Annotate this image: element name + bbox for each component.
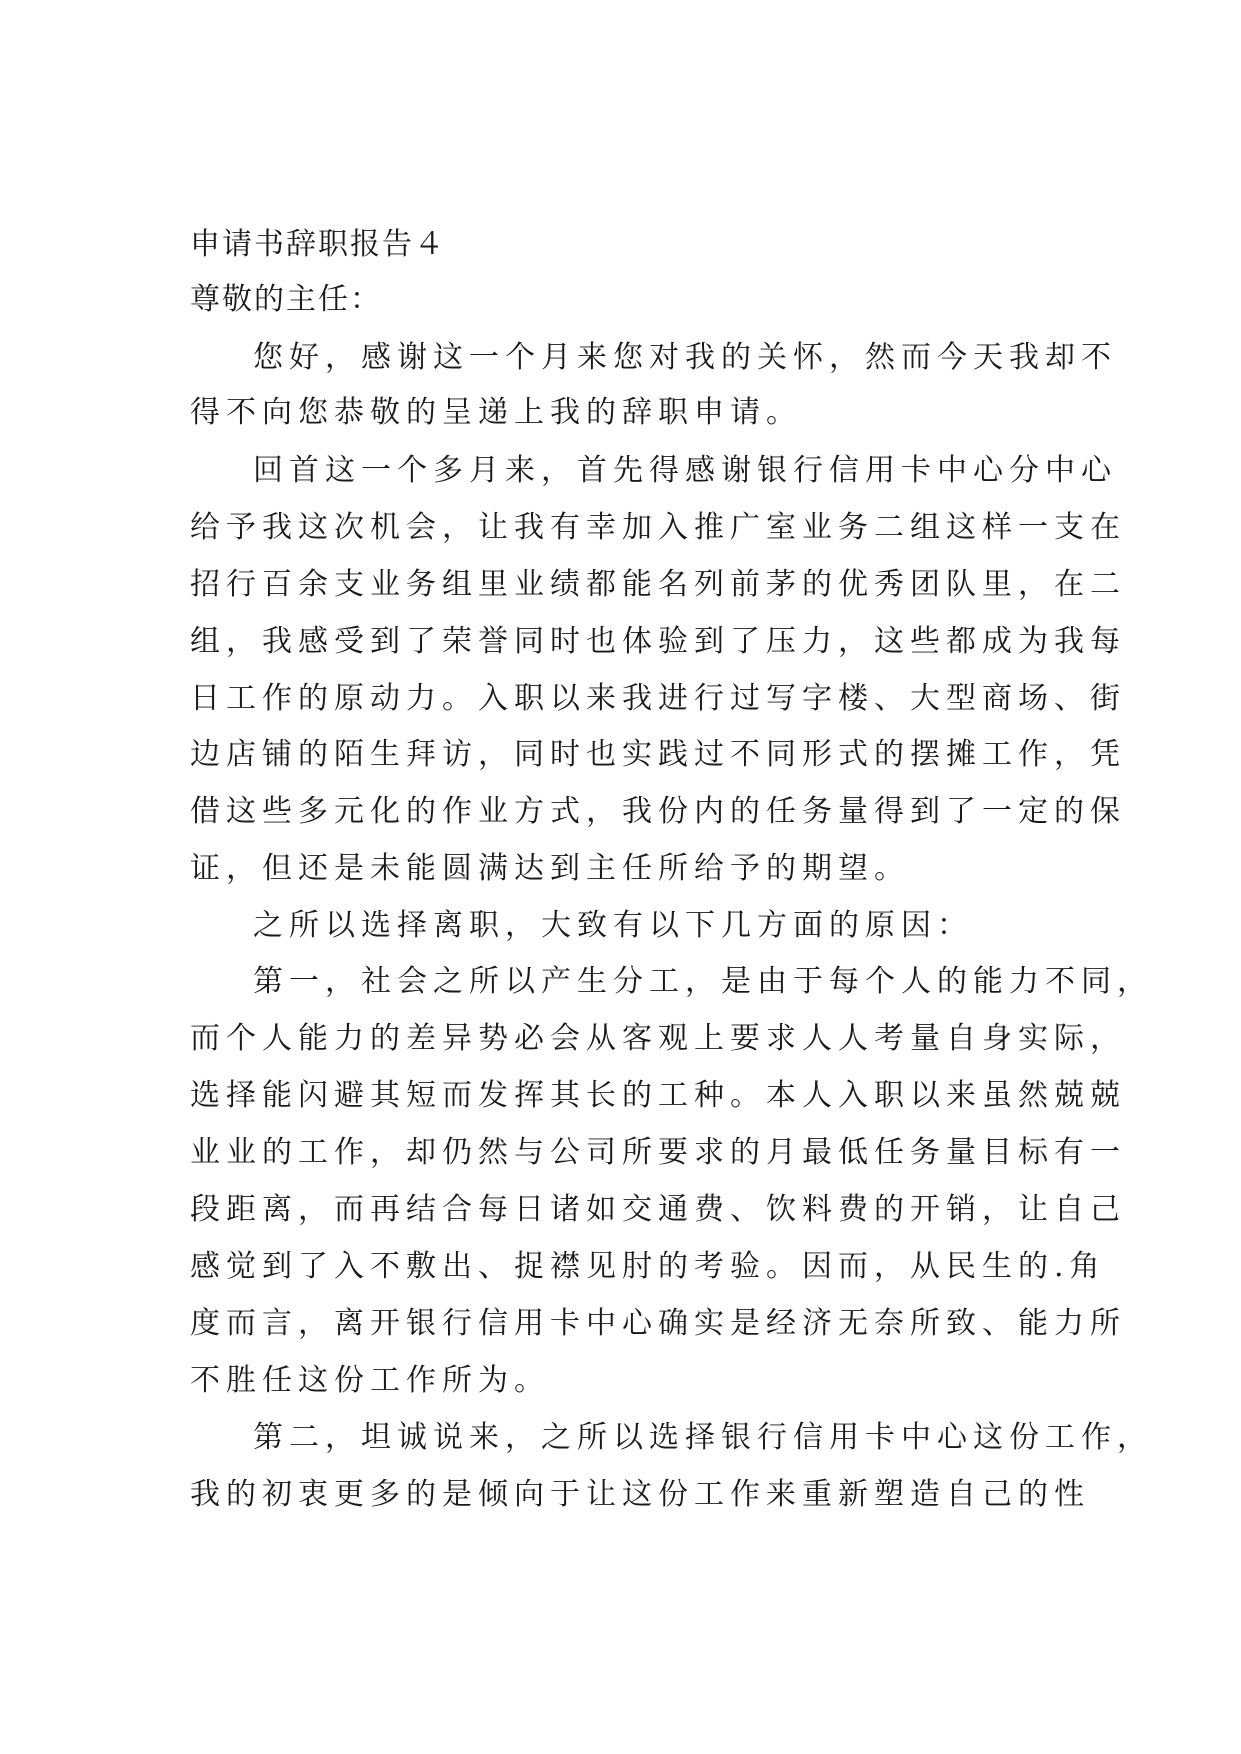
body-line: 边店铺的陌生拜访，同时也实践过不同形式的摆摊工作，凭 <box>190 737 1126 772</box>
body-line: 业业的工作，却仍然与公司所要求的月最低任务量目标有一 <box>190 1135 1126 1170</box>
body-line: 之所以选择离职，大致有以下几方面的原因： <box>253 908 973 943</box>
body-line: 第一，社会之所以产生分工，是由于每个人的能力不同， <box>253 964 1153 999</box>
body-line: 招行百余支业务组里业绩都能名列前茅的优秀团队里，在二 <box>190 567 1126 602</box>
document-title: 申请书辞职报告４ <box>190 227 446 262</box>
body-line: 日工作的原动力。入职以来我进行过写字楼、大型商场、街 <box>190 681 1126 716</box>
body-line: 感觉到了入不敷出、捉襟见肘的考验。因而，从民生的.角 <box>190 1249 1106 1284</box>
body-line: 您好，感谢这一个月来您对我的关怀，然而今天我却不 <box>253 340 1117 375</box>
body-line: 我的初衷更多的是倾向于让这份工作来重新塑造自己的性 <box>190 1477 1090 1512</box>
body-line: 借这些多元化的作业方式，我份内的任务量得到了一定的保 <box>190 794 1126 829</box>
body-line: 选择能闪避其短而发挥其长的工种。本人入职以来虽然兢兢 <box>190 1078 1126 1113</box>
salutation: 尊敬的主任： <box>190 282 382 317</box>
body-line: 度而言，离开银行信用卡中心确实是经济无奈所致、能力所 <box>190 1306 1126 1341</box>
body-line: 不胜任这份工作所为。 <box>190 1363 550 1398</box>
body-line: 回首这一个多月来，首先得感谢银行信用卡中心分中心 <box>253 453 1117 488</box>
body-line: 证，但还是未能圆满达到主任所给予的期望。 <box>190 851 910 886</box>
body-line: 段距离，而再结合每日诸如交通费、饮料费的开销，让自己 <box>190 1192 1126 1227</box>
body-line: 组，我感受到了荣誉同时也体验到了压力，这些都成为我每 <box>190 624 1126 659</box>
body-line: 得不向您恭敬的呈递上我的辞职申请。 <box>190 395 802 430</box>
body-line: 第二，坦诚说来，之所以选择银行信用卡中心这份工作， <box>253 1420 1153 1455</box>
body-line: 而个人能力的差异势必会从客观上要求人人考量自身实际， <box>190 1021 1126 1056</box>
body-line: 给予我这次机会，让我有幸加入推广室业务二组这样一支在 <box>190 510 1126 545</box>
